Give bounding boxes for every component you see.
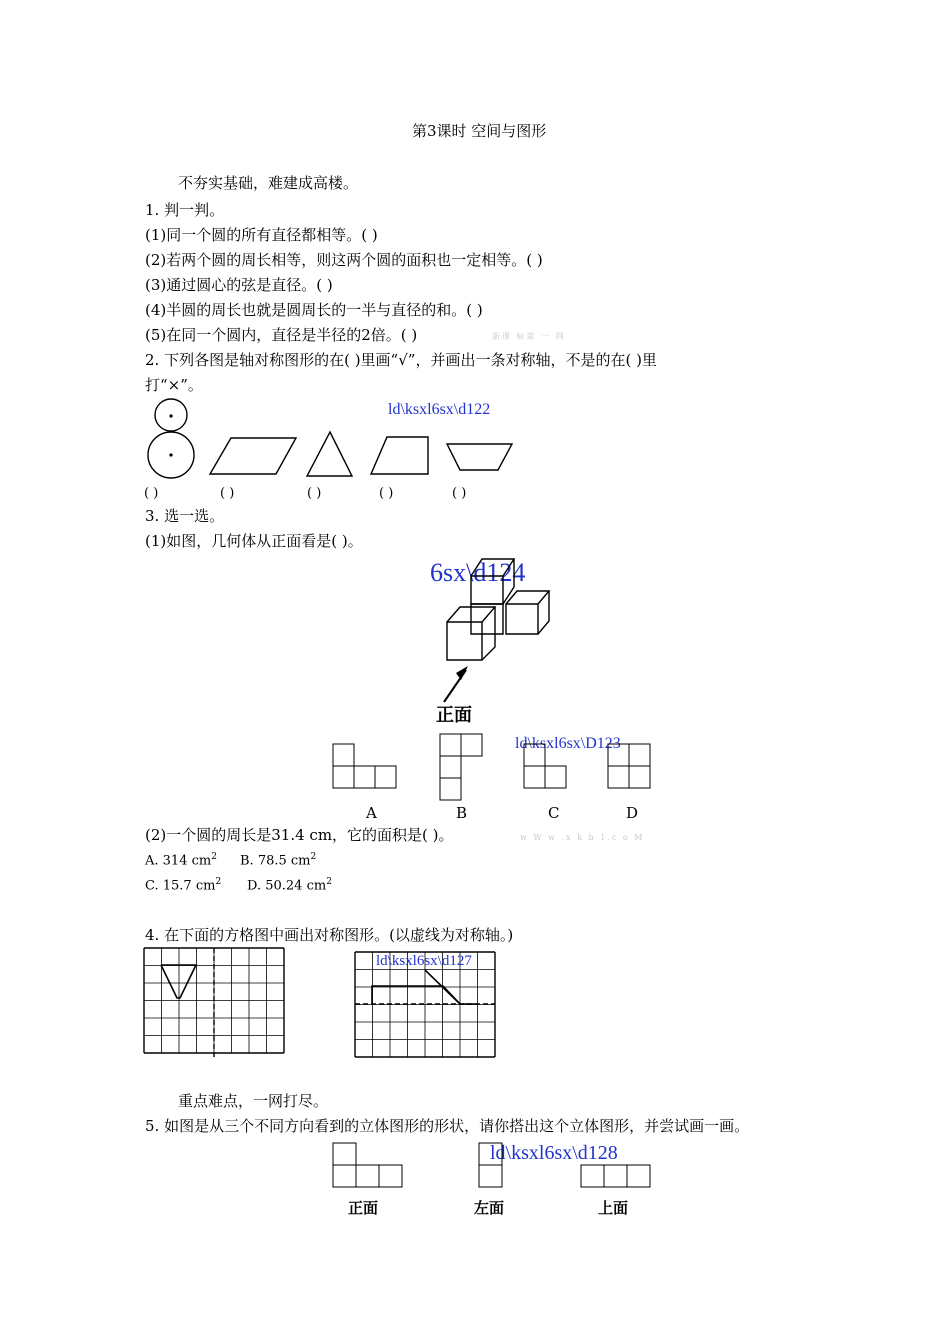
q2-blank-3: ( ) [307,486,322,501]
q4-heading: 4. 在下面的方格图中画出对称图形。(以虚线为对称轴。) [145,926,514,944]
q2-blank-4: ( ) [379,486,394,501]
q1-item-4: (4)半圆的周长也就是圆周长的一半与直径的和。( ) [145,301,483,319]
section-motto-hard: 重点难点，一网打尽。 [178,1092,329,1110]
front-label: 正面 [436,705,472,726]
q3-choice-a: A. 314 $cm^2$ [145,852,217,869]
option-d-label: D [626,804,639,822]
q1-item-2: (2)若两个圆的周长相等，则这两个圆的面积也一定相等。( ) [145,251,543,269]
q3-heading: 3. 选一选。 [145,507,225,525]
q2-line-2: 打“×”。 [145,376,203,394]
q5-label-left: 左面 [474,1199,505,1217]
q2-blank-1: ( ) [144,486,159,501]
left-view-figure [479,1143,502,1187]
q1-item-1: (1)同一个圆的所有直径都相等。( ) [145,226,378,244]
front-view-figure [333,1143,402,1187]
option-a-label: A [366,804,377,822]
q5-label-front: 正面 [348,1199,379,1217]
q2-blank-5: ( ) [452,486,467,501]
q2-blank-2: ( ) [220,486,235,501]
option-b-label: B [456,804,468,822]
q5-label-top: 上面 [598,1199,629,1217]
q3-choice-b: B. 78.5 $cm^2$ [240,852,317,869]
q3-choice-d: D. 50.24 $cm^2$ [247,877,332,894]
option-c-label: C [548,804,560,822]
q3-sub1: (1)如图，几何体从正面看是( )。 [145,532,363,550]
watermark-faint-2: w W w .x k b 1.c o M [520,833,645,842]
page-title: 第3课时 空间与图形 [412,122,547,140]
q5-heading: 5. 如图是从三个不同方向看到的立体图形的形状，请你搭出这个立体图形，并尝试画一画。 [145,1117,750,1135]
watermark-faint-1: 新课 标第 一 网 [492,332,566,341]
section-motto-basic: 不夯实基础，难建成高楼。 [178,174,359,192]
q1-heading: 1. 判一判。 [145,201,225,219]
q3-figure-code-top: 6sx\d124 [430,558,526,587]
q2-figure-code: ld\ksxl6sx\d122 [388,401,491,418]
q3-choice-c: C. 15.7 $cm^2$ [145,877,222,894]
q1-item-5: (5)在同一个圆内，直径是半径的2倍。( ) [145,326,418,344]
q3-figure-code-options: ld\ksxl6sx\D123 [515,735,621,752]
top-view-figure [581,1165,650,1187]
q1-item-3: (3)通过圆心的弦是直径。( ) [145,276,333,294]
q5-figure-code: ld\ksxl6sx\d128 [490,1142,618,1164]
q3-sub2: (2)一个圆的周长是31.4 cm，它的面积是( )。 [145,826,454,844]
q2-line-1: 2. 下列各图是轴对称图形的在( )里画“√”，并画出一条对称轴，不是的在( )里 [145,351,657,369]
q4-figure-code: ld\ksxl6sx\d127 [376,953,472,969]
